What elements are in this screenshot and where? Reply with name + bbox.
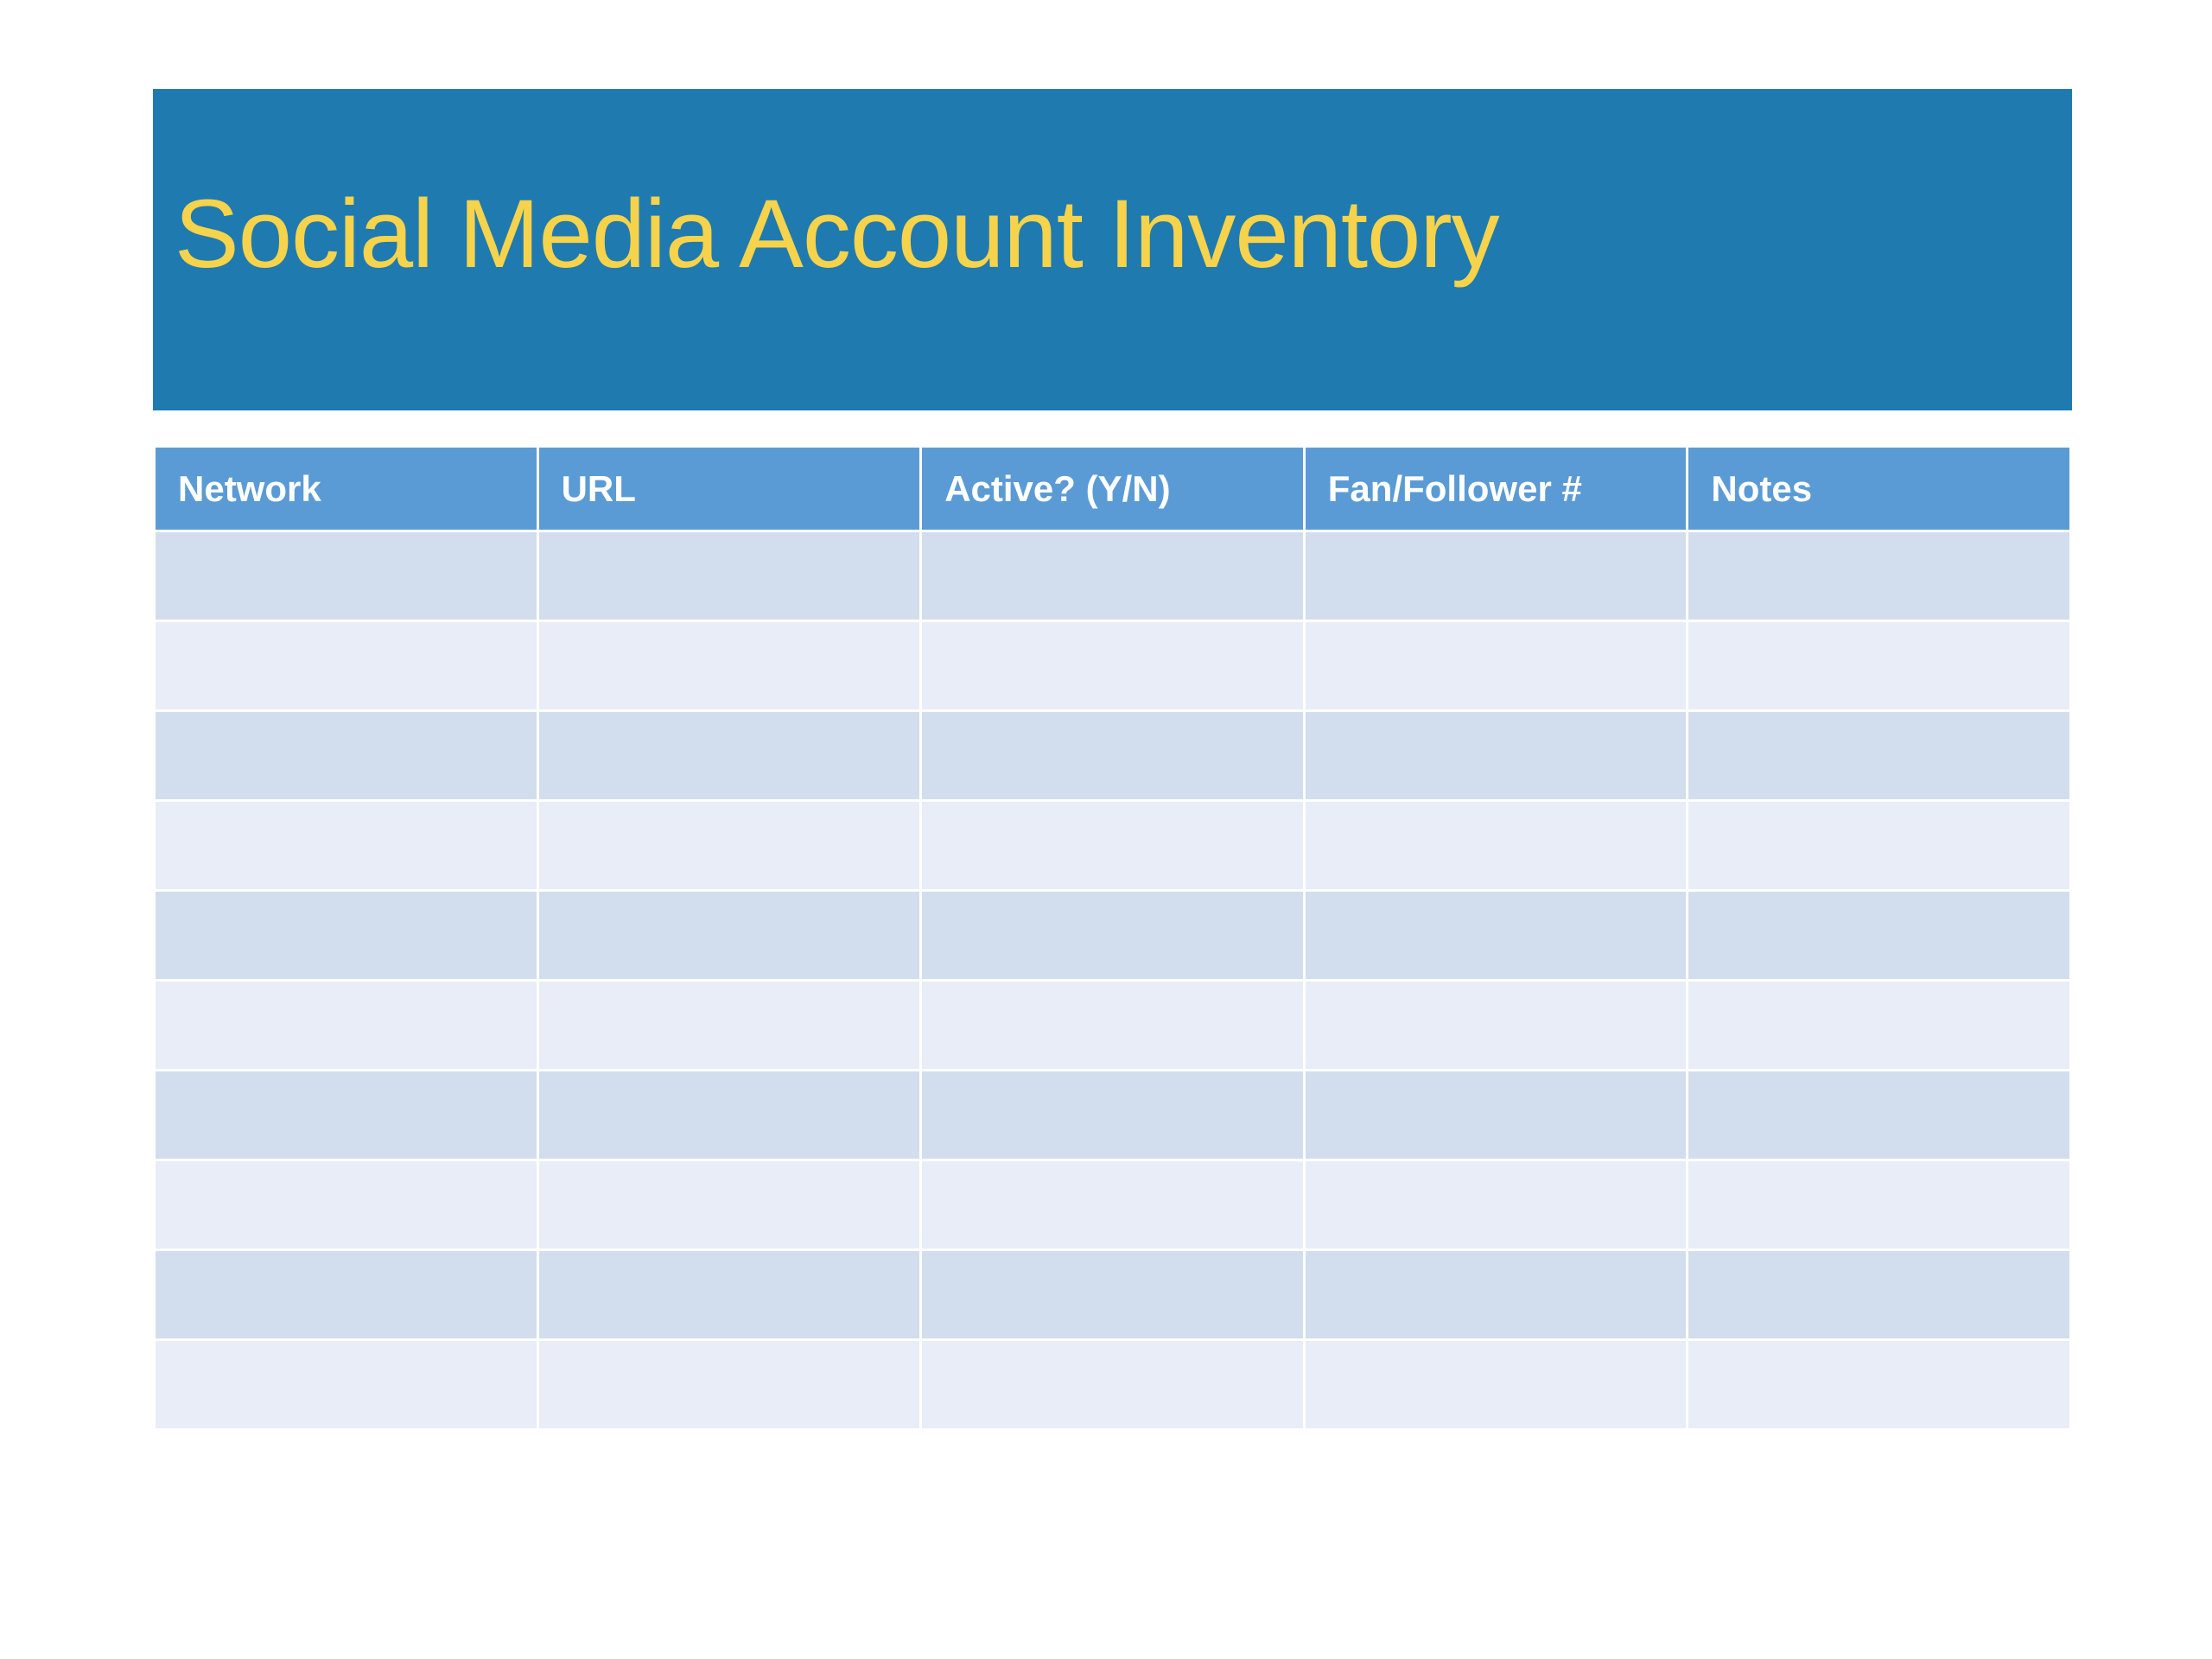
title-bar xyxy=(153,89,2072,410)
table-cell-network[interactable] xyxy=(155,1160,538,1250)
inventory-table xyxy=(153,445,2072,1431)
table-cell-network[interactable] xyxy=(155,1071,538,1160)
table-row xyxy=(155,1340,2071,1430)
table-row xyxy=(155,621,2071,711)
table-cell-notes[interactable] xyxy=(1688,1250,2071,1340)
table-cell-active[interactable] xyxy=(921,1160,1305,1250)
column-header-url: URL xyxy=(537,447,921,531)
table-cell-network[interactable] xyxy=(155,531,538,621)
table-cell-url[interactable] xyxy=(537,891,921,981)
table-row xyxy=(155,801,2071,891)
table-cell-fan-follower-count[interactable] xyxy=(1304,1250,1688,1340)
table-cell-network[interactable] xyxy=(155,1340,538,1430)
table-cell-active[interactable] xyxy=(921,1340,1305,1430)
table-cell-notes[interactable] xyxy=(1688,891,2071,981)
table-cell-notes[interactable] xyxy=(1688,981,2071,1071)
table-cell-fan-follower-count[interactable] xyxy=(1304,1160,1688,1250)
table-cell-active[interactable] xyxy=(921,1071,1305,1160)
table-cell-url[interactable] xyxy=(537,981,921,1071)
table-cell-active[interactable] xyxy=(921,891,1305,981)
table-cell-url[interactable] xyxy=(537,1340,921,1430)
table-cell-network[interactable] xyxy=(155,981,538,1071)
table-row xyxy=(155,1250,2071,1340)
table-row xyxy=(155,891,2071,981)
table-cell-fan-follower-count[interactable] xyxy=(1304,891,1688,981)
table-cell-fan-follower-count[interactable] xyxy=(1304,621,1688,711)
table-cell-active[interactable] xyxy=(921,801,1305,891)
table-cell-url[interactable] xyxy=(537,801,921,891)
table-cell-notes[interactable] xyxy=(1688,801,2071,891)
table-cell-active[interactable] xyxy=(921,531,1305,621)
table-cell-network[interactable] xyxy=(155,891,538,981)
column-header-fan-follower-count: Fan/Follower # xyxy=(1304,447,1688,531)
table-cell-active[interactable] xyxy=(921,621,1305,711)
table-cell-url[interactable] xyxy=(537,621,921,711)
table-row xyxy=(155,981,2071,1071)
table-cell-notes[interactable] xyxy=(1688,621,2071,711)
table-cell-url[interactable] xyxy=(537,531,921,621)
table-row xyxy=(155,1160,2071,1250)
table-cell-active[interactable] xyxy=(921,981,1305,1071)
table-cell-network[interactable] xyxy=(155,801,538,891)
table-row xyxy=(155,711,2071,801)
table-body xyxy=(155,531,2071,1430)
table-cell-active[interactable] xyxy=(921,711,1305,801)
table-header-row xyxy=(155,447,2071,531)
table-row xyxy=(155,1071,2071,1160)
table-cell-url[interactable] xyxy=(537,1071,921,1160)
table-cell-fan-follower-count[interactable] xyxy=(1304,1340,1688,1430)
table-cell-fan-follower-count[interactable] xyxy=(1304,711,1688,801)
table-cell-notes[interactable] xyxy=(1688,1160,2071,1250)
page-title: Social Media Account Inventory xyxy=(175,180,1499,288)
table-cell-fan-follower-count[interactable] xyxy=(1304,531,1688,621)
column-header-active: Active? (Y/N) xyxy=(921,447,1305,531)
table-cell-fan-follower-count[interactable] xyxy=(1304,1071,1688,1160)
table-cell-network[interactable] xyxy=(155,621,538,711)
table-cell-fan-follower-count[interactable] xyxy=(1304,801,1688,891)
column-header-notes: Notes xyxy=(1688,447,2071,531)
table-cell-network[interactable] xyxy=(155,711,538,801)
table-cell-notes[interactable] xyxy=(1688,1340,2071,1430)
table-cell-network[interactable] xyxy=(155,1250,538,1340)
table-cell-notes[interactable] xyxy=(1688,531,2071,621)
table-cell-notes[interactable] xyxy=(1688,711,2071,801)
table-cell-url[interactable] xyxy=(537,711,921,801)
table-cell-active[interactable] xyxy=(921,1250,1305,1340)
table-cell-url[interactable] xyxy=(537,1250,921,1340)
column-header-network: Network xyxy=(155,447,538,531)
table-cell-notes[interactable] xyxy=(1688,1071,2071,1160)
table-row xyxy=(155,531,2071,621)
table-cell-url[interactable] xyxy=(537,1160,921,1250)
table-cell-fan-follower-count[interactable] xyxy=(1304,981,1688,1071)
